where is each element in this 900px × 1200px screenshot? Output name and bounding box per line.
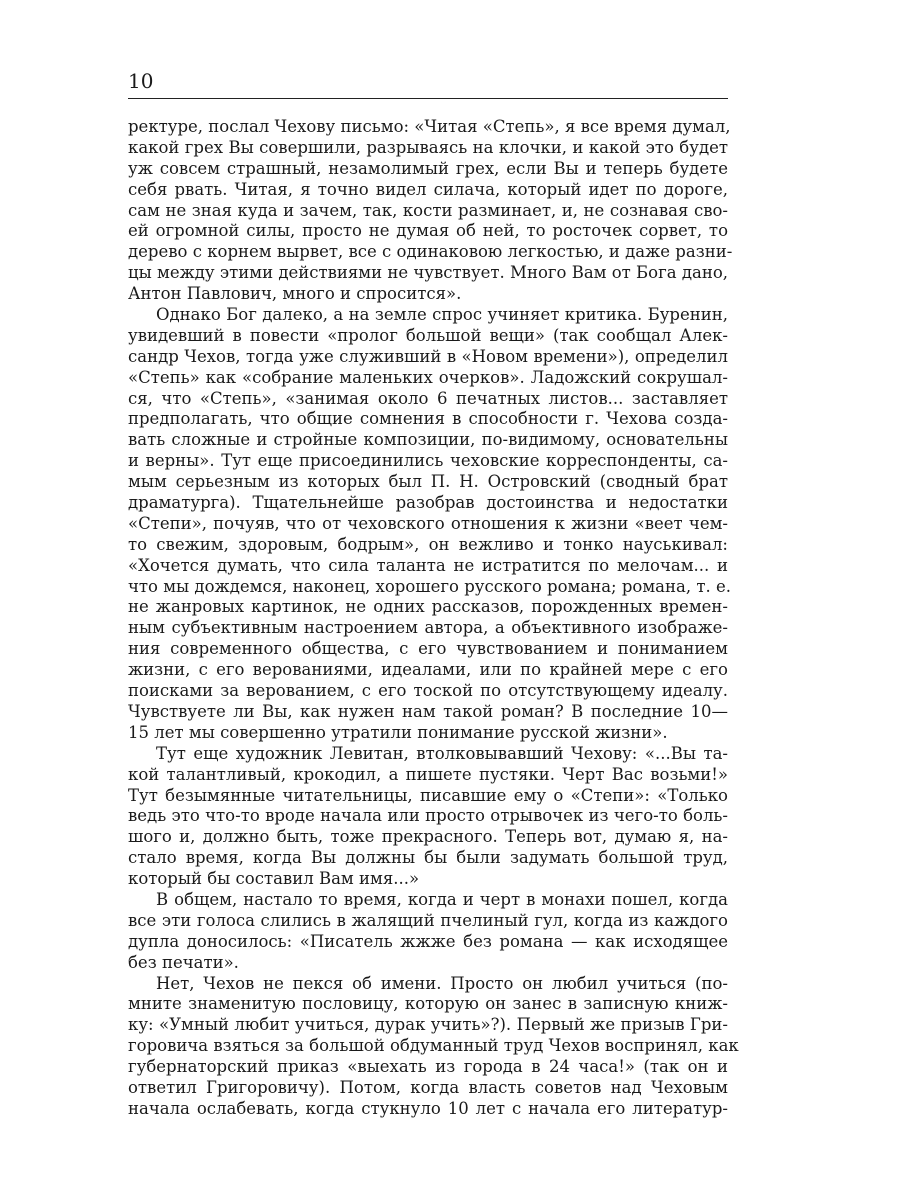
text-line: ответил Григоровичу). Потом, когда власть советов над Чеховым bbox=[128, 1077, 728, 1097]
text-line: дерево с корнем вырвет, все с одинаковою легкостью, и даже разни- bbox=[128, 242, 733, 262]
text-line: предполагать, что общие сомнения в способности г. Чехова созда- bbox=[128, 409, 728, 429]
text-line: какой грех Вы совершили, разрываясь на клочки, и какой это будет bbox=[128, 137, 728, 157]
text-line: все эти голоса слились в жалящий пчелиный гул, когда из каждого bbox=[128, 910, 728, 930]
text-line: и верны». Тут еще присоединились чеховские корреспонденты, са- bbox=[128, 451, 728, 471]
text-line: горовича взяться за большой обдуманный труд Чехов воспринял, как bbox=[128, 1036, 739, 1056]
text-line: мните знаменитую пословицу, которую он занес в записную книж- bbox=[128, 994, 728, 1014]
page-header bbox=[128, 66, 728, 99]
text-line: ей огромной силы, просто не думая об ней, то росточек сорвет, то bbox=[128, 221, 728, 241]
text-line: без печати». bbox=[128, 952, 239, 972]
text-line: В общем, настало то время, когда и черт в монахи пошел, когда bbox=[156, 889, 728, 909]
text-line: жизни, с его верованиями, идеалами, или по крайней мере с его bbox=[128, 660, 728, 680]
text-line: Нет, Чехов не пекся об имени. Просто он любил учиться (по- bbox=[156, 973, 728, 993]
text-line: увидевший в повести «пролог большой вещи» (так сообщал Алек- bbox=[128, 325, 728, 345]
text-line: мым серьезным из которых был П. Н. Островский (сводный брат bbox=[128, 472, 728, 492]
text-line: уж совсем страшный, незамолимый грех, если Вы и теперь будете bbox=[128, 158, 728, 178]
text-line: ректуре, послал Чехову письмо: «Читая «Степь», я все время думал, bbox=[128, 117, 731, 136]
text-line: ным субъективным настроением автора, а объективного изображе- bbox=[128, 618, 728, 638]
text-line: Тут еще художник Левитан, втолковывавший Чехову: «...Вы та- bbox=[156, 743, 728, 763]
text-line: губернаторский приказ «выехать из города в 24 часа!» (так он и bbox=[128, 1057, 728, 1077]
text-line: ния современного общества, с его чувствованием и пониманием bbox=[128, 639, 728, 659]
text-line: не жанровых картинок, не одних рассказов, порожденных времен- bbox=[128, 597, 728, 617]
text-line: что мы дождемся, наконец, хорошего русского романа; романа, т. е. bbox=[128, 576, 731, 596]
text-line: «Степи», почуяв, что от чеховского отношения к жизни «веет чем- bbox=[128, 513, 728, 533]
text-line: «Хочется думать, что сила таланта не истратится по мелочам... и bbox=[128, 555, 728, 575]
text-line: Однако Бог далеко, а на земле спрос учиняет критика. Буренин, bbox=[156, 305, 728, 325]
text-line: кой талантливый, крокодил, а пишете пустяки. Черт Вас возьми!» bbox=[128, 764, 728, 784]
text-line: «Степь» как «собрание маленьких очерков». Ладожский сокрушал- bbox=[128, 367, 728, 387]
paragraph bbox=[128, 305, 731, 744]
text-line: поисками за верованием, с его тоской по отсутствующему идеалу. bbox=[128, 681, 728, 701]
paragraph bbox=[128, 117, 733, 305]
text-line: Тут безымянные читательницы, писавшие ему о «Степи»: «Только bbox=[128, 785, 728, 805]
text-line: цы между этими действиями не чувствует. Много Вам от Бога дано, bbox=[128, 263, 729, 283]
text-line: начала ослабевать, когда стукнуло 10 лет с начала его литератур- bbox=[128, 1098, 728, 1118]
text-line: ведь это что-то вроде начала или просто отрывочек из чего-то боль- bbox=[128, 806, 728, 826]
paragraph bbox=[128, 890, 728, 974]
text-line: Антон Павлович, много и спросится». bbox=[128, 284, 462, 304]
text-line: себя рвать. Читая, я точно видел силача, который идет по дороге, bbox=[128, 179, 728, 199]
page-body-text bbox=[128, 117, 739, 1120]
text-line: дупла доносилось: «Писатель жжже без романа — как исходящее bbox=[128, 931, 728, 951]
text-line: 15 лет мы совершенно утратили понимание русской жизни». bbox=[128, 722, 668, 742]
text-line: шого и, должно быть, тоже прекрасного. Теперь вот, думаю я, на- bbox=[128, 827, 728, 847]
text-line: Чувствуете ли Вы, как нужен нам такой роман? В последние 10— bbox=[128, 701, 728, 721]
text-line: сам не зная куда и зачем, так, кости разминает, и, не сознавая сво- bbox=[128, 200, 728, 220]
text-line: который бы составил Вам имя...» bbox=[128, 869, 420, 889]
text-line: то свежим, здоровым, бодрым», он вежливо и тонко науськивал: bbox=[128, 534, 728, 554]
text-line: драматурга). Тщательнейше разобрав достоинства и недостатки bbox=[128, 493, 728, 513]
text-line: стало время, когда Вы должны бы были задумать большой труд, bbox=[128, 848, 728, 868]
paragraph bbox=[128, 744, 728, 890]
text-line: сандр Чехов, тогда уже служивший в «Новом времени»), определил bbox=[128, 346, 728, 366]
paragraph bbox=[128, 973, 739, 1120]
page-number: 10 bbox=[128, 69, 154, 93]
text-line: вать сложные и стройные композиции, по-видимому, основательны bbox=[128, 430, 728, 450]
text-line: ся, что «Степь», «занимая около 6 печатных листов... заставляет bbox=[128, 388, 728, 408]
text-line: ку: «Умный любит учиться, дурак учить»?). Первый же призыв Гри- bbox=[128, 1015, 728, 1035]
